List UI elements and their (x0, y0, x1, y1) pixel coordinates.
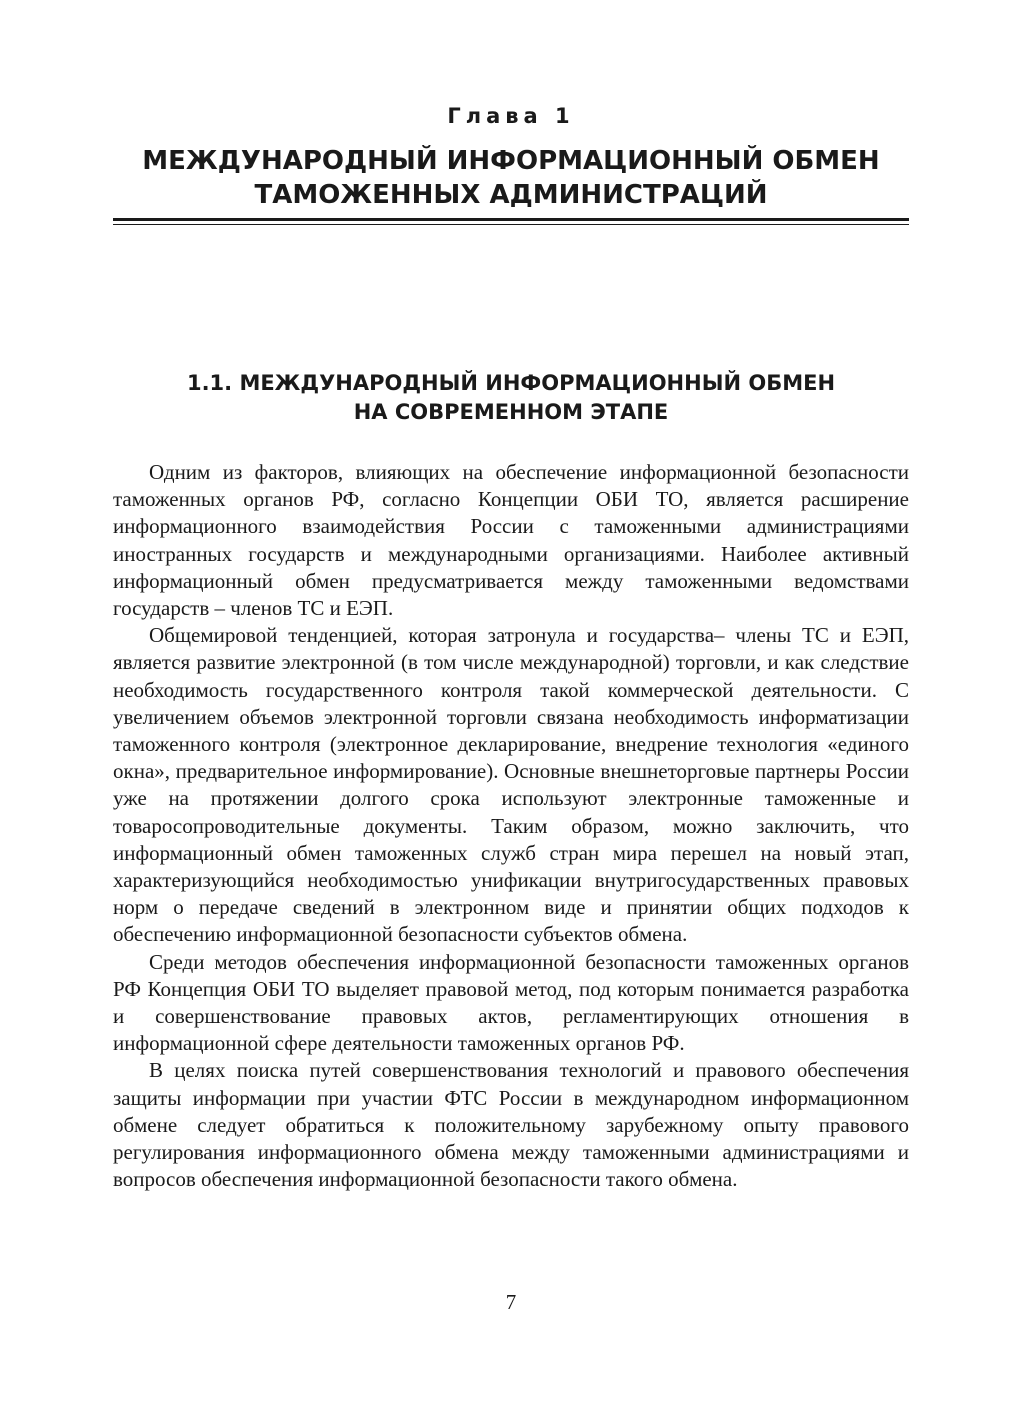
chapter-divider-thin (113, 224, 909, 225)
chapter-divider-thick (113, 218, 909, 221)
paragraph: В целях поиска путей совершенствования технологий и правового обеспечения защиты информации при участии ФТС России в международном информационном обмене следует обратиться к положительному зарубежному опыту правового регулирования информационного обмена между таможенными администрациями и вопросов обеспечения информационной безопасности такого обмена. (113, 1058, 909, 1192)
chapter-title-line: МЕЖДУНАРОДНЫЙ ИНФОРМАЦИОННЫЙ ОБМЕН (142, 146, 880, 176)
page-number: 7 (505, 1290, 517, 1314)
paragraph: Общемировой тенденцией, которая затронула и государства– члены ТС и ЕЭП, является развитие электронной (в том числе международной) торговли, и как следствие необходимость государственного контроля такой коммерческой деятельности. С увеличением объемов электронной торговли связана необходимость информатизации таможенного контроля (электронное декларирование, внедрение технология «единого окна», предварительное информирование). Основные внешнеторговые партнеры России уже на протяжении долгого срока используют электронные таможенные и товаросопроводительные документы. Таким образом, можно заключить, что информационный обмен таможенных служб стран мира перешел на новый этап, характеризующийся необходимостью унификации внутригосударственных правовых норм о передаче сведений в электронном виде и принятии общих подходов к обеспечению информационной безопасности субъектов обмена. (113, 623, 909, 947)
chapter-title-line: ТАМОЖЕННЫХ АДМИНИСТРАЦИЙ (254, 180, 768, 210)
chapter-label: Глава 1 (447, 104, 575, 128)
paragraph: Среди методов обеспечения информационной безопасности таможенных органов РФ Концепция ОБИ ТО выделяет правовой метод, под которым понимается разработка и совершенствование правовых актов, регламентирующих отношения в информационной сфере деятельности таможенных органов РФ. (113, 949, 909, 1056)
section-title-line: НА СОВРЕМЕННОМ ЭТАПЕ (353, 400, 669, 424)
chapter-title (0, 144, 1022, 212)
section-title (0, 369, 1022, 427)
body-text (113, 459, 909, 1193)
paragraph: Одним из факторов, влияющих на обеспечение информационной безопасности таможенных органов РФ, согласно Концепции ОБИ ТО, является расширение информационного взаимодействия России с таможенными администрациями иностранных государств и международными организациями. Наиболее активный информационный обмен предусматривается между таможенными ведомствами государств – членов ТС и ЕЭП. (113, 460, 909, 621)
section-title-line: 1.1. МЕЖДУНАРОДНЫЙ ИНФОРМАЦИОННЫЙ ОБМЕН (186, 371, 836, 395)
